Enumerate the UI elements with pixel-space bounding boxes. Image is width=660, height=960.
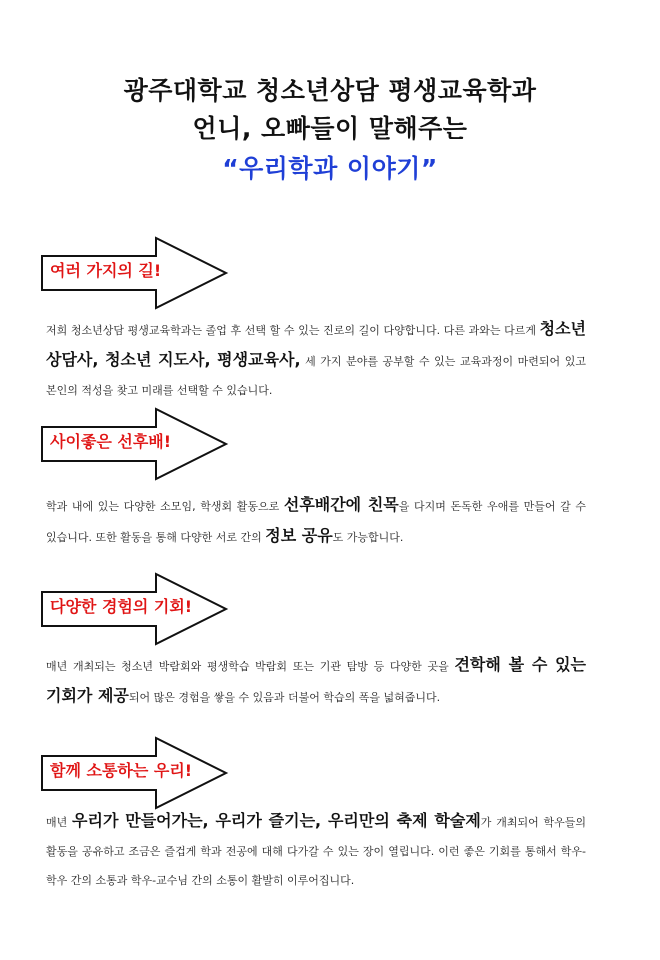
title-block — [0, 72, 660, 188]
title-line-1: 광주대학교 청소년상담 평생교육학과 — [123, 76, 537, 105]
paragraph-text: 매년 개최되는 청소년 박람회와 평생학습 박람회 또는 기관 탐방 등 다양한 곳을 — [46, 660, 455, 673]
emphasis-text: 정보 공유 — [265, 526, 333, 545]
paragraph-text: 을 다지며 돈독한 우애를 만들어 갈 수 있습니다. 또한 활동을 통해 다양한 서로 간의 — [46, 500, 586, 544]
title-line-3: “우리학과 이야기” — [222, 154, 438, 183]
emphasis-text: 청소년 상담사, 청소년 지도사, 평생교육사, — [46, 319, 586, 369]
paragraph-text: 되어 많은 경험을 쌓을 수 있음과 더불어 학습의 폭을 넓혀줍니다. — [128, 691, 441, 704]
paragraph-text: 가 개최되어 학우들의 활동을 공유하고 조금은 즐겁게 학과 전공에 대해 다가갈 수 있는 장이 열립니다. 이런 좋은 기회를 통해서 학우-학우 간의 소통과 학우-교수님 간의 소통이 활발히 이루어집니다. — [46, 816, 586, 887]
emphasis-text: 우리가 만들어가는, 우리가 즐기는, 우리만의 축제 학술제 — [72, 811, 481, 830]
section-paragraph — [46, 490, 586, 552]
paragraph-text: 저희 청소년상담 평생교육학과는 졸업 후 선택 할 수 있는 진로의 길이 다양합니다. 다른 과와는 다르게 — [46, 324, 540, 337]
section-paragraph — [46, 314, 586, 405]
section-heading: 다양한 경험의 기회! — [50, 597, 193, 616]
paragraph-text: 도 가능합니다. — [332, 531, 404, 544]
section-heading-arrow — [40, 407, 230, 481]
section-heading: 사이좋은 선후배! — [50, 432, 172, 451]
section-heading: 여러 가지의 길! — [50, 261, 162, 280]
section-heading-arrow — [40, 572, 230, 646]
emphasis-text: 견학해 볼 수 있는 기회가 제공 — [46, 655, 586, 705]
emphasis-text: 선후배간에 친목 — [283, 495, 399, 514]
section-heading-arrow — [40, 236, 230, 310]
paragraph-text: 세 가지 분야를 공부할 수 있는 교육과정이 마련되어 있고 본인의 적성을 찾고 미래를 선택할 수 있습니다. — [46, 355, 586, 397]
paragraph-text: 학과 내에 있는 다양한 소모임, 학생회 활동으로 — [46, 500, 284, 513]
title-line-2: 언니, 오빠들이 말해주는 — [192, 114, 468, 143]
paragraph-text: 매년 — [46, 816, 73, 829]
section-heading-arrow — [40, 736, 230, 810]
section-heading: 함께 소통하는 우리! — [50, 761, 193, 780]
section-paragraph — [46, 650, 586, 712]
section-paragraph — [46, 806, 586, 895]
